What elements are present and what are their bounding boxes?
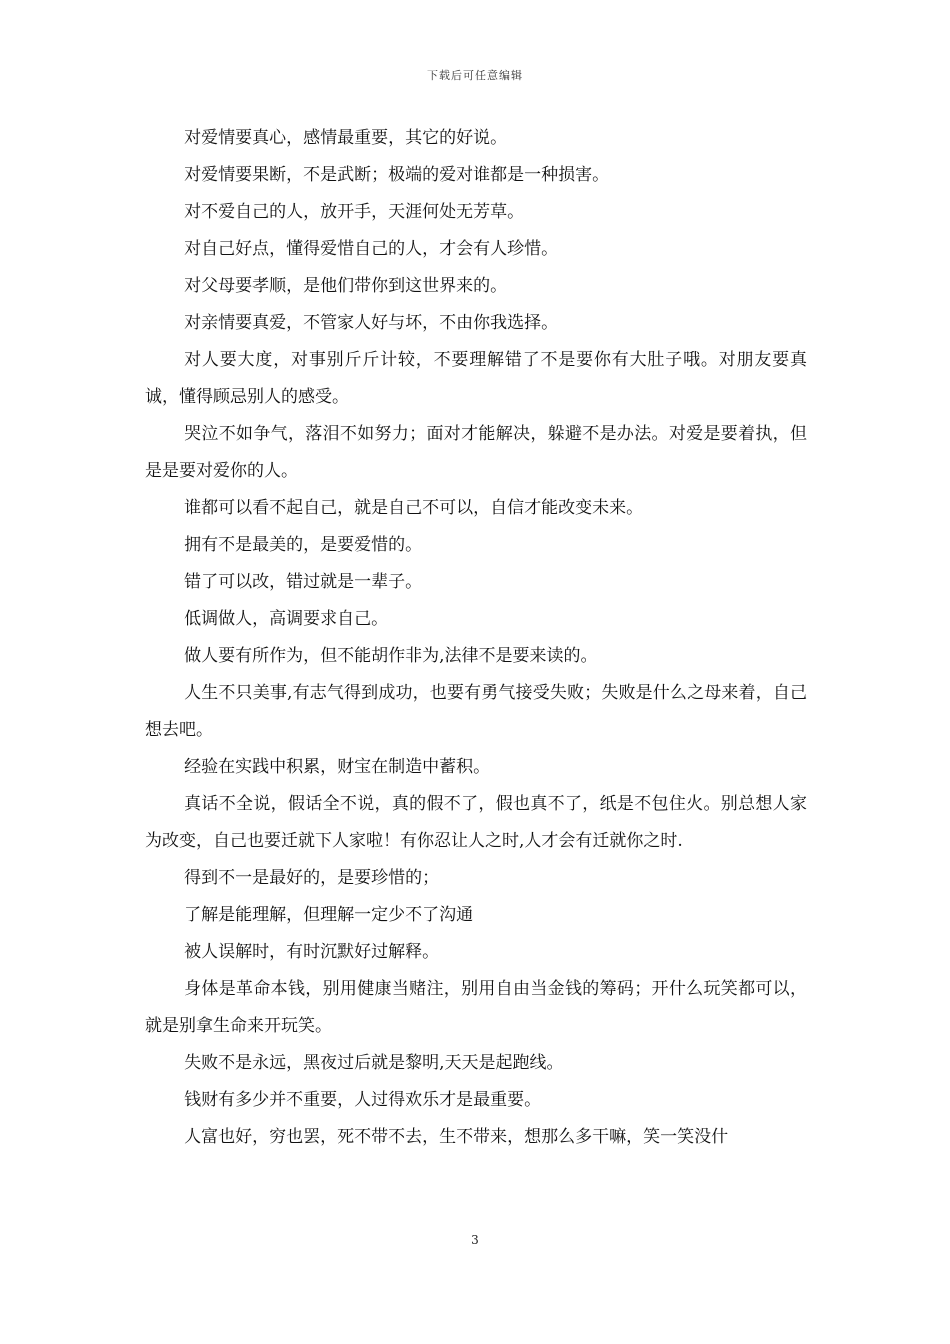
paragraph: 错了可以改，错过就是一辈子。 xyxy=(184,572,423,592)
paragraph: 对人要大度，对事别斤斤计较，不要理解错了不是要你有大肚子哦。对朋友要真诚，懂得顾忌别人的感受。 xyxy=(145,350,807,407)
paragraph: 谁都可以看不起自己，就是自己不可以，自信才能改变未来。 xyxy=(184,498,644,518)
paragraph: 做人要有所作为，但不能胡作非为,法律不是要来读的。 xyxy=(184,646,598,666)
paragraph: 钱财有多少并不重要，人过得欢乐才是最重要。 xyxy=(184,1090,542,1110)
paragraph: 人生不只美事,有志气得到成功，也要有勇气接受失败；失败是什么之母来着，自己想去吧。 xyxy=(145,683,807,740)
paragraph: 低调做人，高调要求自己。 xyxy=(184,609,389,629)
paragraph: 人富也好，穷也罢，死不带不去，生不带来，想那么多干嘛，笑一笑没什 xyxy=(184,1127,729,1147)
paragraph: 失败不是永远，黑夜过后就是黎明,天天是起跑线。 xyxy=(184,1053,564,1073)
paragraph: 哭泣不如争气，落泪不如努力；面对才能解决，躲避不是办法。对爱是要着执，但是是要对爱你的人。 xyxy=(145,424,807,481)
paragraph: 经验在实践中积累，财宝在制造中蓄积。 xyxy=(184,757,491,777)
page-number: 3 xyxy=(471,1233,479,1247)
paragraph: 了解是能理解，但理解一定少不了沟通 xyxy=(184,905,474,925)
paragraph: 拥有不是最美的，是要爱惜的。 xyxy=(184,535,423,555)
paragraph: 真话不全说，假话全不说，真的假不了，假也真不了，纸是不包住火。别总想人家为改变，自己也要迁就下人家啦！有你忍让人之时,人才会有迁就你之时. xyxy=(145,794,807,851)
page-header-note: 下载后可任意编辑 xyxy=(427,69,523,82)
document-body xyxy=(145,120,807,1156)
paragraph: 对亲情要真爱，不管家人好与坏，不由你我选择。 xyxy=(184,313,559,333)
paragraph: 身体是革命本钱，别用健康当赌注，别用自由当金钱的筹码；开什么玩笑都可以，就是别拿生命来开玩笑。 xyxy=(145,979,807,1036)
paragraph: 对自己好点，懂得爱惜自己的人，才会有人珍惜。 xyxy=(184,239,559,259)
paragraph: 被人误解时，有时沉默好过解释。 xyxy=(184,942,440,962)
paragraph: 对爱情要果断，不是武断；极端的爱对谁都是一种损害。 xyxy=(184,165,610,185)
paragraph: 对父母要孝顺，是他们带你到这世界来的。 xyxy=(184,276,508,296)
paragraph: 对爱情要真心，感情最重要，其它的好说。 xyxy=(184,128,508,148)
paragraph: 得到不一是最好的，是要珍惜的； xyxy=(184,868,440,888)
paragraph: 对不爱自己的人，放开手，天涯何处无芳草。 xyxy=(184,202,525,222)
